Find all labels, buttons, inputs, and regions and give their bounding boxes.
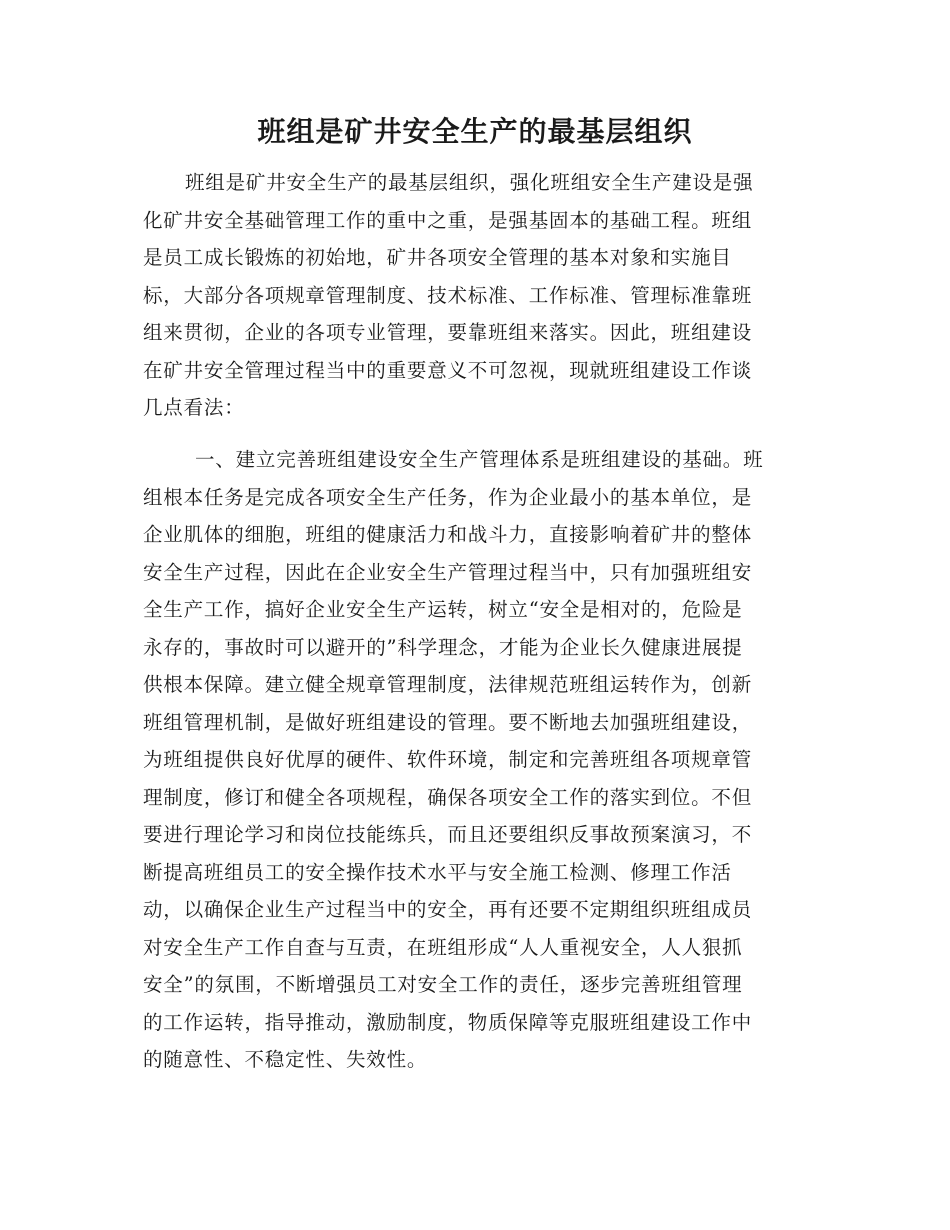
document-title: 班组是矿井安全生产的最基层组织 — [257, 115, 693, 148]
paragraph-intro — [143, 164, 823, 427]
paragraph-line: 化矿井安全基础管理工作的重中之重，是强基固本的基础工程。班组 — [143, 208, 753, 232]
paragraph-line: 理制度，修订和健全各项规程，确保各项安全工作的落实到位。不但 — [143, 785, 753, 809]
paragraph-line: 组来贯彻，企业的各项专业管理，要靠班组来落实。因此，班组建设 — [143, 321, 753, 344]
paragraph-line: 几点看法： — [143, 396, 245, 419]
paragraph-line: 断提高班组员工的安全操作技术水平与安全施工检测、修理工作活 — [143, 860, 732, 884]
paragraph-line: 全生产工作，搞好企业安全生产运转，树立“安全是相对的，危险是 — [143, 598, 743, 621]
paragraph-line: 标，大部分各项规章管理制度、技术标准、工作标准、管理标准靠班 — [143, 283, 753, 307]
paragraph-line: 一、建立完善班组建设安全生产管理体系是班组建设的基础。班 — [195, 448, 764, 471]
paragraph-line: 动，以确保企业生产过程当中的安全，再有还要不定期组织班组成员 — [143, 898, 753, 921]
paragraph-line: 要进行理论学习和岗位技能练兵，而且还要组织反事故预案演习，不 — [143, 823, 753, 846]
paragraph-line: 对安全生产工作自查与互责，在班组形成“人人重视安全，人人狠抓 — [143, 935, 743, 959]
paragraph-line: 永存的，事故时可以避开的”科学理念，才能为企业长久健康进展提 — [143, 635, 743, 659]
paragraph-line: 组根本任务是完成各项安全生产任务，作为企业最小的基本单位，是 — [143, 485, 753, 509]
paragraph-line: 班组是矿井安全生产的最基层组织，强化班组安全生产建设是强 — [185, 171, 754, 194]
paragraph-line: 是员工成长锻炼的初始地，矿井各项安全管理的基本对象和实施目 — [143, 246, 732, 269]
paragraph-line: 的随意性、不稳定性、失效性。 — [143, 1048, 428, 1071]
paragraph-line: 的工作运转，指导推动，激励制度，物质保障等克服班组建设工作中 — [143, 1010, 753, 1034]
paragraph-line: 供根本保障。建立健全规章管理制度，法律规范班组运转作为，创新 — [143, 673, 753, 696]
paragraph-line: 安全生产过程，因此在企业安全生产管理过程当中，只有加强班组安 — [143, 560, 753, 584]
paragraph-line: 为班组提供良好优厚的硬件、软件环境，制定和完善班组各项规章管 — [143, 748, 753, 771]
paragraph-line: 在矿井安全管理过程当中的重要意义不可忽视，现就班组建设工作谈 — [143, 358, 753, 382]
paragraph-line: 企业肌体的细胞，班组的健康活力和战斗力，直接影响着矿井的整体 — [143, 523, 753, 546]
paragraph-line: 班组管理机制，是做好班组建设的管理。要不断地去加强班组建设， — [143, 710, 753, 734]
paragraph-section-one — [143, 441, 823, 1079]
paragraph-line: 安全”的氛围，不断增强员工对安全工作的责任，逐步完善班组管理 — [143, 973, 743, 996]
